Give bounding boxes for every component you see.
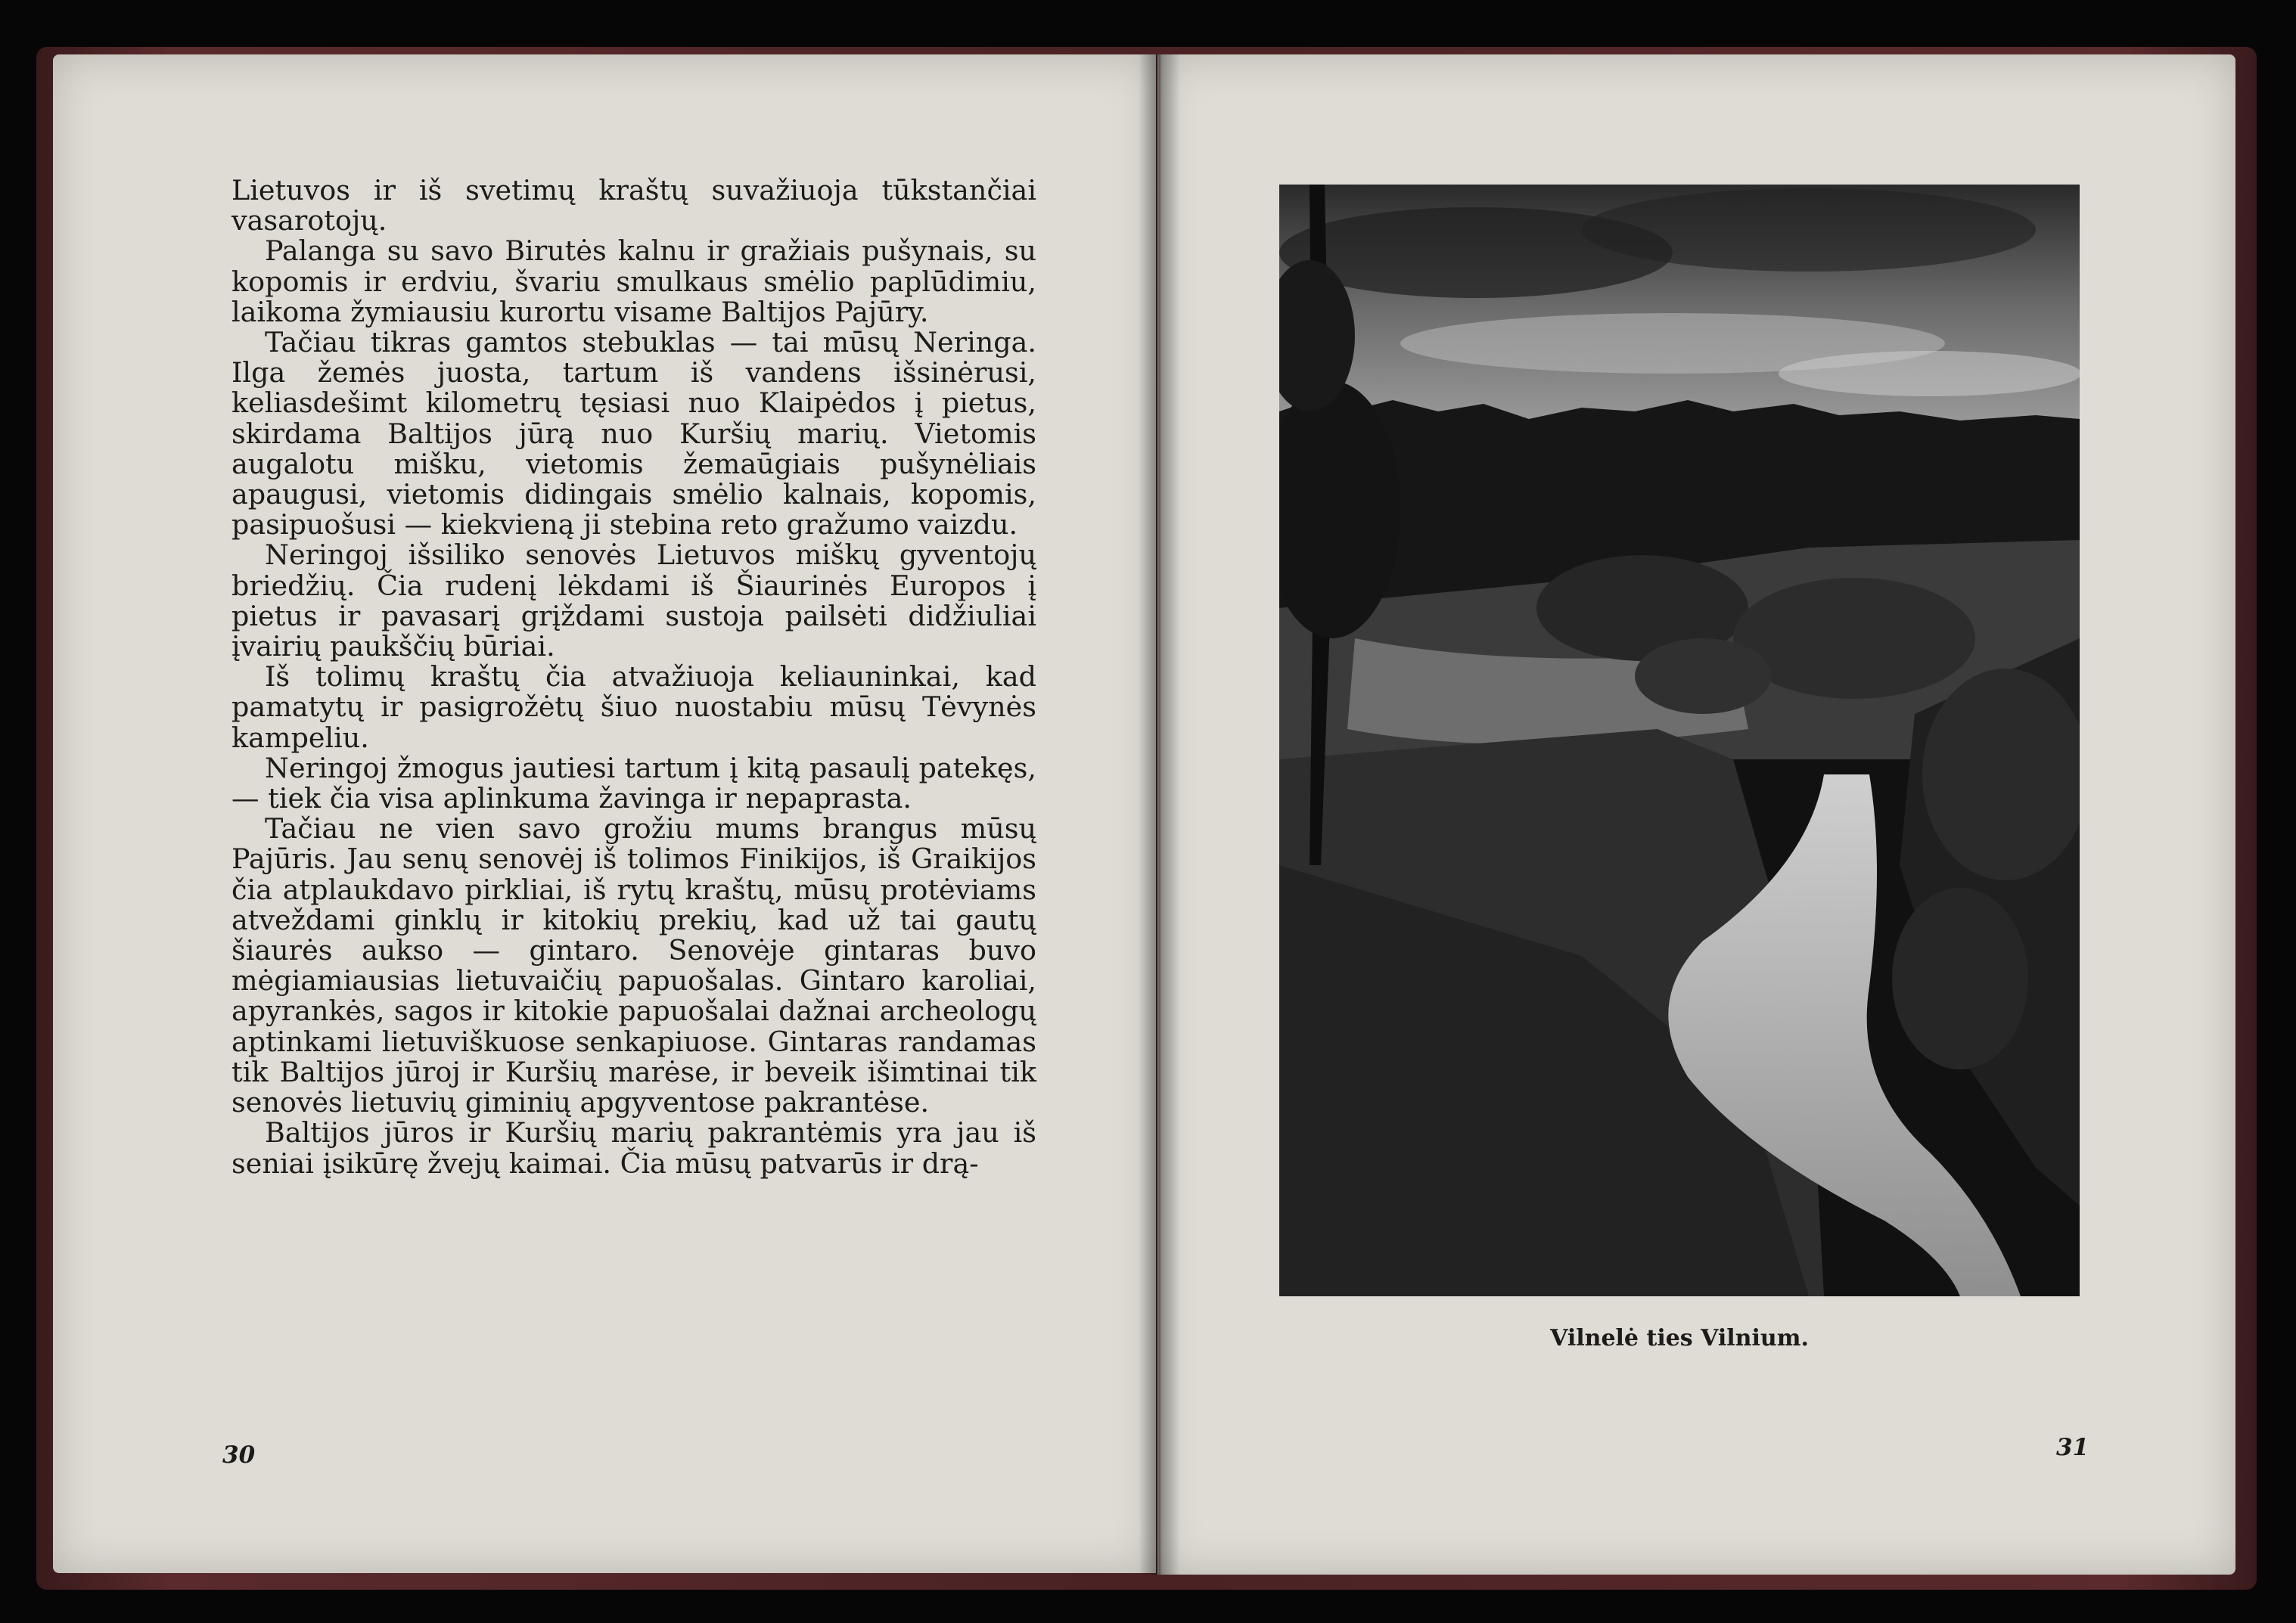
paragraph: Tačiau ne vien savo grožiu mums brangus mūsų Pajūris. Jau senų senovėj iš tolimos Finikijos, iš Graikijos čia atplaukdavo pirkliai, iš rytų kraštų, mūsų protėviams atveždami ginklų ir kitokių prekių, kad už tai gautų šiaurės aukso — gintaro. Senovėje gintaras buvo mėgiamiausias lietuvaičių papuošalas. Gintaro karoliai, apyrankės, sagos ir kitokie papuošalai dažnai archeologų aptinkami lietuviškuose senkapiuose. Gintaras randamas tik Baltijos jūroj ir Kuršių marėse, ir beveik išimtinai tik senovės lietuvių giminių apgyventose pakrantėse. [231,812,1036,1119]
right-page-number: 31 [2056,1434,2089,1461]
paragraph: Neringoj išsiliko senovės Lietuvos miškų gyventojų briedžių. Čia rudenį lėkdami iš Šiaurinės Europos į pietus ir pavasarį grįždami sustoja pailsėti didžiuliai įvairių paukščių būriai. [231,538,1036,663]
paragraph: Palanga su savo Birutės kalnu ir gražiais pušynais, su kopomis ir erdviu, švariu smulkaus smėlio paplūdimiu, laikoma žymiausiu kurortu visame Baltijos Pajūry. [231,234,1036,328]
left-page-number: 30 [222,1441,256,1469]
paragraph: Lietuvos ir iš svetimų kraštų suvažiuoja tūkstančiai vasarotojų. [231,174,1036,237]
paragraph: Neringoj žmogus jautiesi tartum į kitą pasaulį patekęs, — tiek čia visa aplinkuma žavinga ir nepaprasta. [231,751,1036,815]
paragraph: Baltijos jūros ir Kuršių marių pakrantėmis yra jau iš seniai įsikūrę žvejų kaimai. Čia mūsų patvarūs ir drą- [231,1116,1036,1180]
paragraph: Tačiau tikras gamtos stebuklas — tai mūsų Neringa. Ilga žemės juosta, tartum iš vandens išsinėrusi, keliasdešimt kilometrų tęsiasi nuo Klaipėdos į pietus, skirdama Baltijos jūrą nuo Kuršių marių. Vietomis augalotu mišku, vietomis žemaūgiais pušynėliais apaugusi, vietomis didingais smėlio kalnais, kopomis, pasipuošusi — kiekvieną ji stebina reto gražumo vaizdu. [231,326,1036,542]
book-gutter [1139,54,1180,1575]
paragraph: Iš tolimų kraštų čia atvažiuoja keliauninkai, kad pamatytų ir pasigrožėtų šiuo nuostabiu mūsų Tėvynės kampeliu. [231,660,1036,754]
left-page-text [231,175,1036,1179]
river-photograph [1279,185,2080,1296]
photo-caption: Vilnelė ties Vilnium. [1550,1325,1809,1351]
photo-image [1279,185,2080,1296]
